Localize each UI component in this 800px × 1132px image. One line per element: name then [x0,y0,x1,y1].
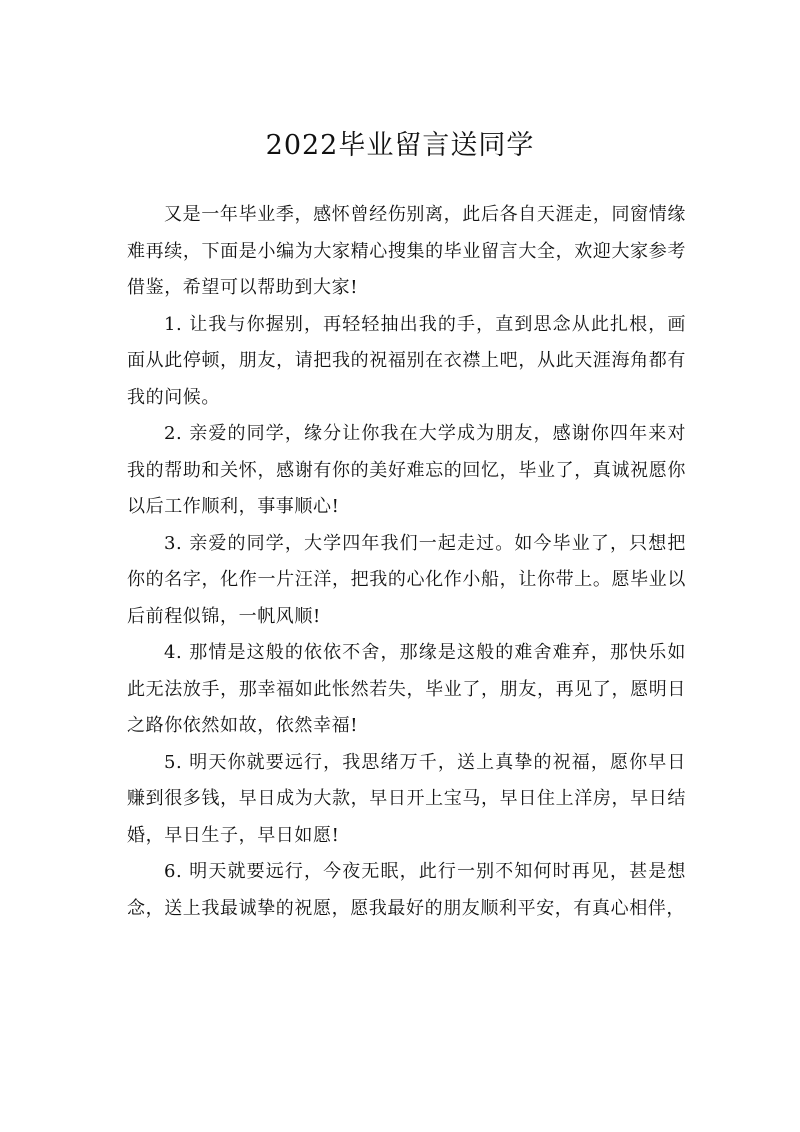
message-paragraph-1: 1. 让我与你握别，再轻轻抽出我的手，直到思念从此扎根，画面从此停顿，朋友，请把我的祝福别在衣襟上吧，从此天涯海角都有我的问候。 [127,313,686,408]
message-paragraph-3: 3. 亲爱的同学，大学四年我们一起走过。如今毕业了，只想把你的名字，化作一片汪洋，把我的心化作小船，让你带上。愿毕业以后前程似锦，一帆风顺! [127,532,686,627]
message-paragraph-5: 5. 明天你就要远行，我思绪万千，送上真挚的祝福，愿你早日赚到很多钱，早日成为大款，早日开上宝马，早日住上洋房，早日结婚，早日生子，早日如愿! [127,751,686,846]
message-paragraph-4: 4. 那情是这般的依依不舍，那缘是这般的难舍难弃，那快乐如此无法放手，那幸福如此怅然若失，毕业了，朋友，再见了，愿明日之路你依然如故，依然幸福! [127,642,686,736]
document-title: 2022毕业留言送同学 [265,130,535,161]
document-body [127,197,686,927]
message-paragraph-2: 2. 亲爱的同学，缘分让你我在大学成为朋友，感谢你四年来对我的帮助和关怀，感谢有你的美好难忘的回忆，毕业了，真诚祝愿你以后工作顺利，事事顺心! [127,423,686,517]
intro-paragraph: 又是一年毕业季，感怀曾经伤别离，此后各自天涯走，同窗情缘难再续，下面是小编为大家精心搜集的毕业留言大全，欢迎大家参考借鉴，希望可以帮助到大家! [127,204,686,298]
message-paragraph-6: 6. 明天就要远行，今夜无眠，此行一别不知何时再见，甚是想念，送上我最诚挚的祝愿，愿我最好的朋友顺利平安，有真心相伴， [127,861,686,919]
